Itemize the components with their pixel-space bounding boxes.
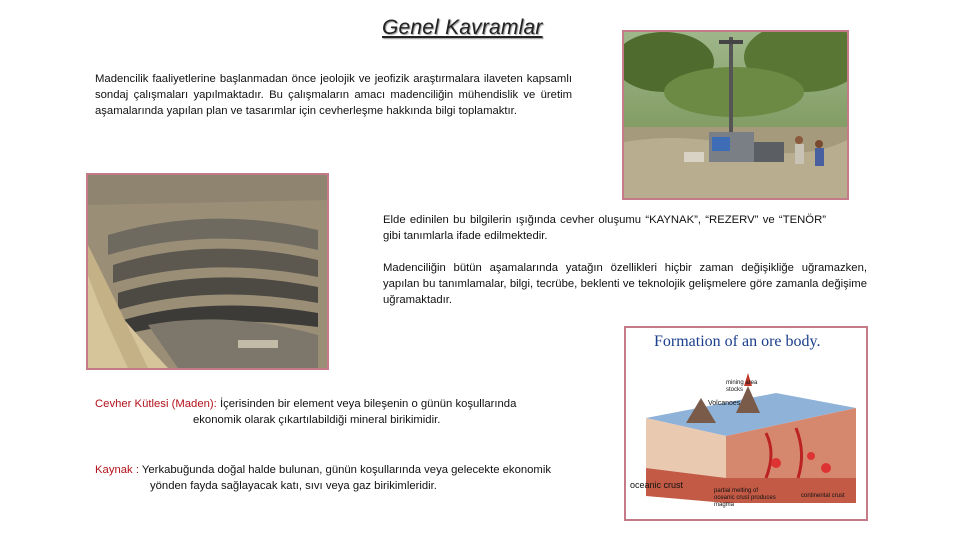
- resource-text-line1: Yerkabuğunda doğal halde bulunan, günün koşullarında veya gelecekte ekonomik: [138, 464, 551, 476]
- ore-body-definition: [95, 396, 595, 428]
- label-partial-melting: partial melting of oceanic crust produces magma: [714, 488, 776, 508]
- label-stocks: mining area stocks: [726, 380, 758, 393]
- intro-paragraph: Madencilik faaliyetlerine başlanmadan önce jeolojik ve jeofizik araştırmalara ilaveten kapsamlı sondaj çalışmaları yapılmaktadır. Bu çalışmaların amacı madenciliğin mühendislik ve üretim aşamalarında yapılan plan ve tasarımlar için cevherleşme hakkında bilgi toplamaktır.: [95, 73, 572, 117]
- mining-stages-paragraph: Madenciliğin bütün aşamalarında yatağın özellikleri hiçbir zaman değişikliğe uğramazken, yapılan bu tanımlamalar, bilgi, tecrübe, beklenti ve teknolojik gelişmelere göre zamanla değişime uğramaktadır.: [383, 262, 867, 306]
- label-volcanoes: Volcanoes: [708, 400, 741, 407]
- label-oceanic-crust: oceanic crust: [630, 480, 684, 490]
- page-title: Genel Kavramlar: [382, 16, 543, 39]
- resource-text-line2: yönden fayda sağlayacak katı, sıvı veya gaz birikimleridir.: [150, 480, 437, 492]
- open-pit-mine-photo: [86, 173, 329, 370]
- figure-title: Formation of an ore body.: [654, 333, 821, 350]
- ore-body-term: Cevher Kütlesi (Maden):: [95, 398, 217, 410]
- definition-intro-paragraph: Elde edinilen bu bilgilerin ışığında cevher oluşumu “KAYNAK”, “REZERV” ve “TENÖR” gibi tanımlarla ifade edilmektedir.: [383, 214, 826, 242]
- drilling-site-photo: [622, 30, 849, 200]
- resource-definition: [95, 462, 615, 494]
- ore-body-text-line1: İçerisinden bir element veya bileşenin o günün koşullarında: [216, 398, 517, 410]
- ore-body-text-line2: ekonomik olarak çıkartılabildiği mineral birikimidir.: [193, 414, 441, 426]
- label-continental-crust: continental crust: [801, 493, 845, 499]
- resource-term: Kaynak :: [95, 464, 139, 476]
- ore-formation-figure: [624, 326, 868, 521]
